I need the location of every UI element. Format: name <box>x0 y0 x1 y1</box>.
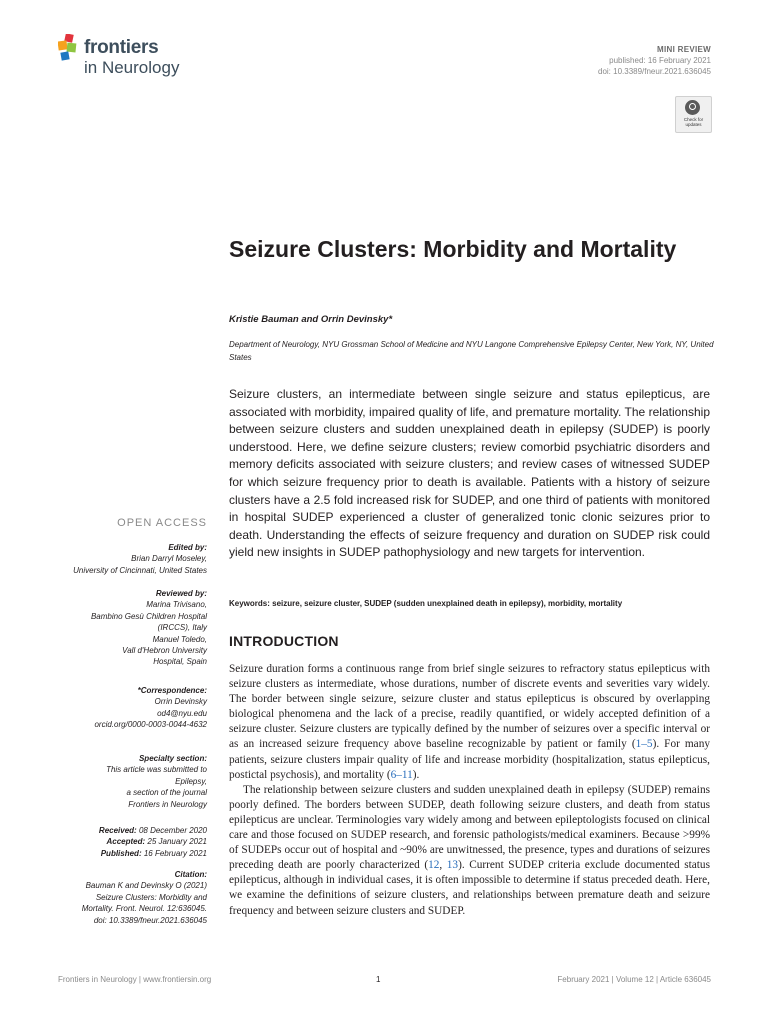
footer-journal-link[interactable]: Frontiers in Neurology | www.frontiersin.org <box>58 975 212 984</box>
affiliation: Department of Neurology, NYU Grossman School of Medicine and NYU Langone Comprehensive Epilepsy Center, New York, NY, United States <box>229 340 714 362</box>
edited-by <box>57 542 207 576</box>
reference-link[interactable]: 13 <box>446 859 459 872</box>
citation-line: Bauman K and Devinsky O (2021) <box>85 881 207 891</box>
citation-line: Mortality. Front. Neurol. 12:636045. <box>81 904 207 914</box>
accepted-date: 25 January 2021 <box>147 837 207 847</box>
journal-name: in Neurology <box>84 58 180 77</box>
specialty-line: This article was submitted to <box>106 765 207 775</box>
paragraph <box>229 783 710 919</box>
check-updates-label: Check for updates <box>683 117 704 127</box>
page-number: 1 <box>376 975 381 984</box>
published-date-side: 16 February 2021 <box>143 848 207 858</box>
text-run: Seizure duration forms a continuous range from brief single seizures to refractory status epilepticus with seizure clusters as intermediate, whose durations, number of discrete events and severities vary widely. The border between single seizure, seizure cluster and status epilepticus is obscured by overlapping biological phenomena and the lack of a precise, readily quantified, or widely accepted definition of a seizure cluster. Seizure clusters are typically defined by the number of seizures over a specific interval or as an increased seizure frequency above baseline recognizable by patient or family ( <box>229 663 710 751</box>
correspondence-email[interactable]: od4@nyu.edu <box>157 708 207 718</box>
correspondence <box>57 685 207 731</box>
published-row <box>57 848 207 859</box>
accepted-row <box>57 836 207 847</box>
published-date: published: 16 February 2021 <box>609 56 711 65</box>
reviewer-line: Bambino Gesù Children Hospital <box>90 611 207 621</box>
abstract: Seizure clusters, an intermediate between single seizure and status epilepticus, are associated with morbidity, impaired quality of life, and premature mortality. The relationship between seizure clusters and sudden unexplained death in epilepsy (SUDEP) is poorly understood. Here, we define seizure clusters; review comorbid psychiatric disorders and memory deficits associated with seizure clusters; and review cases of witnessed SUDEP for which seizure frequency prior to death is available. Patients with a history of seizure clusters have a 2.5 fold increased risk for SUDEP, and one third of patients with monitored in hospital SUDEP experienced a cluster of generalized tonic clonic seizures prior to death. Understanding the effects of seizure frequency and duration on SUDEP risk could yield new insights in SUDEP pathophysiology and new targets for intervention. <box>229 387 710 560</box>
text-run: , <box>439 859 447 872</box>
reviewer-line: Vall d'Hebron University <box>122 646 207 656</box>
reviewer-line: Manuel Toledo, <box>152 634 207 644</box>
reviewed-by <box>57 588 207 668</box>
section-heading: INTRODUCTION <box>229 633 339 649</box>
specialty-line: Frontiers in Neurology <box>128 799 207 809</box>
body-text <box>229 662 710 919</box>
specialty-section <box>57 753 207 810</box>
doi-link[interactable]: doi: 10.3389/fneur.2021.636045 <box>598 67 711 76</box>
edited-by-label: Edited by: <box>168 543 207 552</box>
reviewed-by-label: Reviewed by: <box>155 589 207 598</box>
dates <box>57 825 207 859</box>
reviewer-line: (IRCCS), Italy <box>157 623 207 633</box>
check-for-updates-button[interactable] <box>675 96 712 133</box>
published-label: Published: <box>100 848 142 858</box>
reference-link[interactable]: 6–11 <box>390 768 413 781</box>
correspondence-label: *Correspondence: <box>137 686 207 695</box>
reference-link[interactable]: 12 <box>428 859 440 872</box>
editor-line: Brian Darryl Moseley, <box>131 554 207 564</box>
text-run: ). <box>412 768 420 781</box>
specialty-line: a section of the journal <box>126 788 207 798</box>
article-title: Seizure Clusters: Morbidity and Mortality <box>229 236 677 262</box>
text-run: ). For many patients, seizure clusters impair quality of life and increase morbidity (hospitalization, status epilepticus, postictal psychosis), and mortality ( <box>229 738 710 781</box>
correspondence-name: Orrin Devinsky <box>154 697 207 707</box>
received-row <box>57 825 207 836</box>
citation-line: Seizure Clusters: Morbidity and <box>95 892 207 902</box>
frontiers-logo-icon <box>58 34 82 62</box>
citation-label: Citation: <box>174 870 207 879</box>
citation-line[interactable]: doi: 10.3389/fneur.2021.636045 <box>93 915 207 925</box>
check-updates-icon <box>685 100 700 115</box>
specialty-label: Specialty section: <box>138 754 207 763</box>
received-label: Received: <box>98 826 137 835</box>
reviewer-line: Marina Trivisano, <box>146 600 207 610</box>
article-type: MINI REVIEW <box>657 45 711 54</box>
text-run: The relationship between seizure clusters and sudden unexplained death in epilepsy (SUDEP) remains poorly defined. The borders between SUDEP, death following seizure clusters, and death from status epilepticus are unclear. Terminologies vary widely among and between epileptologists focused on clinical care and those focused on SUDEP research, and forensic pathologists/medical examiners. Because >99% of SUDEPs occur out of hospital and ~90% are unwitnessed, the presence, types and durations of seizures preceding death are poorly characterized ( <box>229 783 710 872</box>
brand-name: frontiers <box>84 37 159 58</box>
reference-link[interactable]: 1–5 <box>635 738 653 751</box>
specialty-line: Epilepsy, <box>175 776 207 786</box>
citation <box>57 869 207 926</box>
received-date: 08 December 2020 <box>138 826 207 835</box>
open-access-label: OPEN ACCESS <box>117 517 207 529</box>
keywords: Keywords: seizure, seizure cluster, SUDEP (sudden unexplained death in epilepsy), morbidity, mortality <box>229 599 623 608</box>
editor-line: University of Cincinnati, United States <box>73 565 207 575</box>
paragraph <box>229 662 710 783</box>
text-run: ). Current SUDEP criteria exclude documented status epilepticus, although in individual cases, it is often impossible to determine if status preceded death. Here, we examine the definitions of seizure clusters, and relationships between premature death and seizure frequency and between seizure clusters and SUDEP. <box>229 859 710 917</box>
footer-issue-info: February 2021 | Volume 12 | Article 636045 <box>557 975 711 984</box>
reviewer-line: Hospital, Spain <box>153 657 207 667</box>
accepted-label: Accepted: <box>106 837 146 847</box>
author-list: Kristie Bauman and Orrin Devinsky* <box>229 314 393 325</box>
correspondence-orcid[interactable]: orcid.org/0000-0003-0044-4632 <box>94 720 207 730</box>
